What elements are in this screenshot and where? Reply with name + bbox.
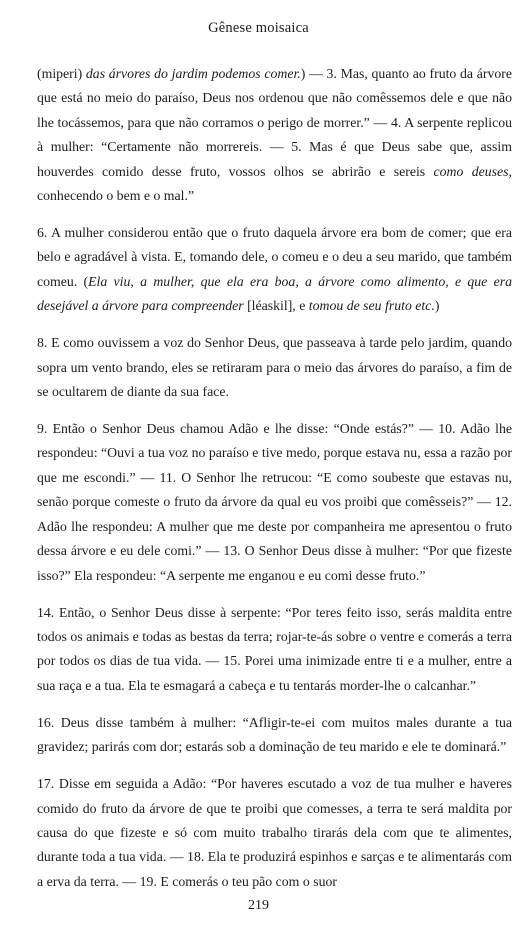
paragraph-text: ) — 3. Mas, quanto ao fruto da árvore que está no meio do paraíso, Deus nos ordenou que não comêssemos dele e que não lhe tocássemos, para que não corramos o perigo de morrer.” — 4. A serpente replicou à mulher: “Certamente não morrereis. — 5. Mas é que Deus sabe que, assim houverdes comido desse fruto, vossos olhos se abrirão e sereis (37, 66, 512, 179)
paragraph-text: [léaskil], e (243, 298, 309, 314)
running-header: Gênese moisaica (208, 20, 309, 36)
paragraph-text-italic: das árvores do jardim podemos comer. (85, 66, 301, 81)
paragraph (37, 62, 512, 208)
paragraph-text: ) (434, 298, 440, 314)
page-body (37, 62, 512, 907)
paragraph-text: (miperi) (37, 66, 86, 81)
paragraph-text: 9. Então o Senhor Deus chamou Adão e lhe disse: “Onde estás?” — 10. Adão lhe respondeu: “Ouvi a tua voz no paraíso e tive medo, porque estava nu, essa a razão por que me escondi.” — 11. O Senhor lhe retrucou: “E como soubeste que estavas nu, senão porque comeste o fruto da árvore da qual eu vos proibi que comêsseis?” — 12. Adão lhe respondeu: A mulher que me deste por companheira me apresentou o fruto dessa árvore e eu dele comi.” — 13. O Senhor Deus disse à mulher: “Por que fizeste isso?” Ela respondeu: “A serpente me enganou e eu comi desse fruto.” (37, 421, 512, 583)
paragraph-text: 6. A mulher considerou então que o fruto daquela árvore era bom de comer; que era belo e agradável à vista. E, tomando dele, o comeu e o deu a seu marido, que também comeu. ( (37, 225, 512, 289)
paragraph-text: 17. Disse em seguida a Adão: “Por haveres escutado a voz de tua mulher e haveres comido do fruto da árvore de que te proibi que comesses, a terra te será maldita por causa do que fizeste e só com muito trabalho tirarás dela com que te alimentes, durante toda a tua vida. — 18. Ela te produzirá espinhos e sarças e te alimentarás com a erva da terra. — 19. E comerás o teu pão com o suor (37, 776, 512, 889)
paragraph-text-italic: Ela viu, a mulher, que ela era boa, a árvore como alimento, e que era desejável a árvore para compreender (37, 273, 512, 314)
paragraph (37, 417, 512, 588)
paragraph-text: 14. Então, o Senhor Deus disse à serpente: “Por teres feito isso, serás maldita entre todos os animais e todas as bestas da terra; rojar-te-ás sobre o ventre e comerás a terra por todos os dias de tua vida. — 15. Porei uma inimizade entre ti e a mulher, entre a sua raça e a tua. Ela te esmagará a cabeça e tu tentarás morder-lhe o calcanhar.” (37, 604, 512, 693)
paragraph (37, 221, 512, 319)
paragraph-text: 16. Deus disse também à mulher: “Afligir-te-ei com muitos males durante a tua gravidez; parirás com dor; estarás sob a dominação de teu marido e ele te dominará.” (37, 714, 512, 755)
paragraph (37, 331, 512, 404)
paragraph-text-italic: tomou de seu fruto etc. (308, 298, 435, 314)
paragraph (37, 711, 512, 760)
paragraph-text: 8. E como ouvissem a voz do Senhor Deus, que passeava à tarde pelo jardim, quando sopra um vento brando, eles se retiraram para o meio das árvores do paraíso, a fim de se ocultarem de diante da sua face. (37, 335, 512, 400)
paragraph (37, 772, 512, 894)
paragraph-text: , conhecendo o bem e o mal.” (37, 163, 512, 204)
page-number: 219 (248, 898, 269, 913)
paragraph (37, 601, 512, 699)
paragraph-text-italic: como deuses (433, 163, 509, 179)
